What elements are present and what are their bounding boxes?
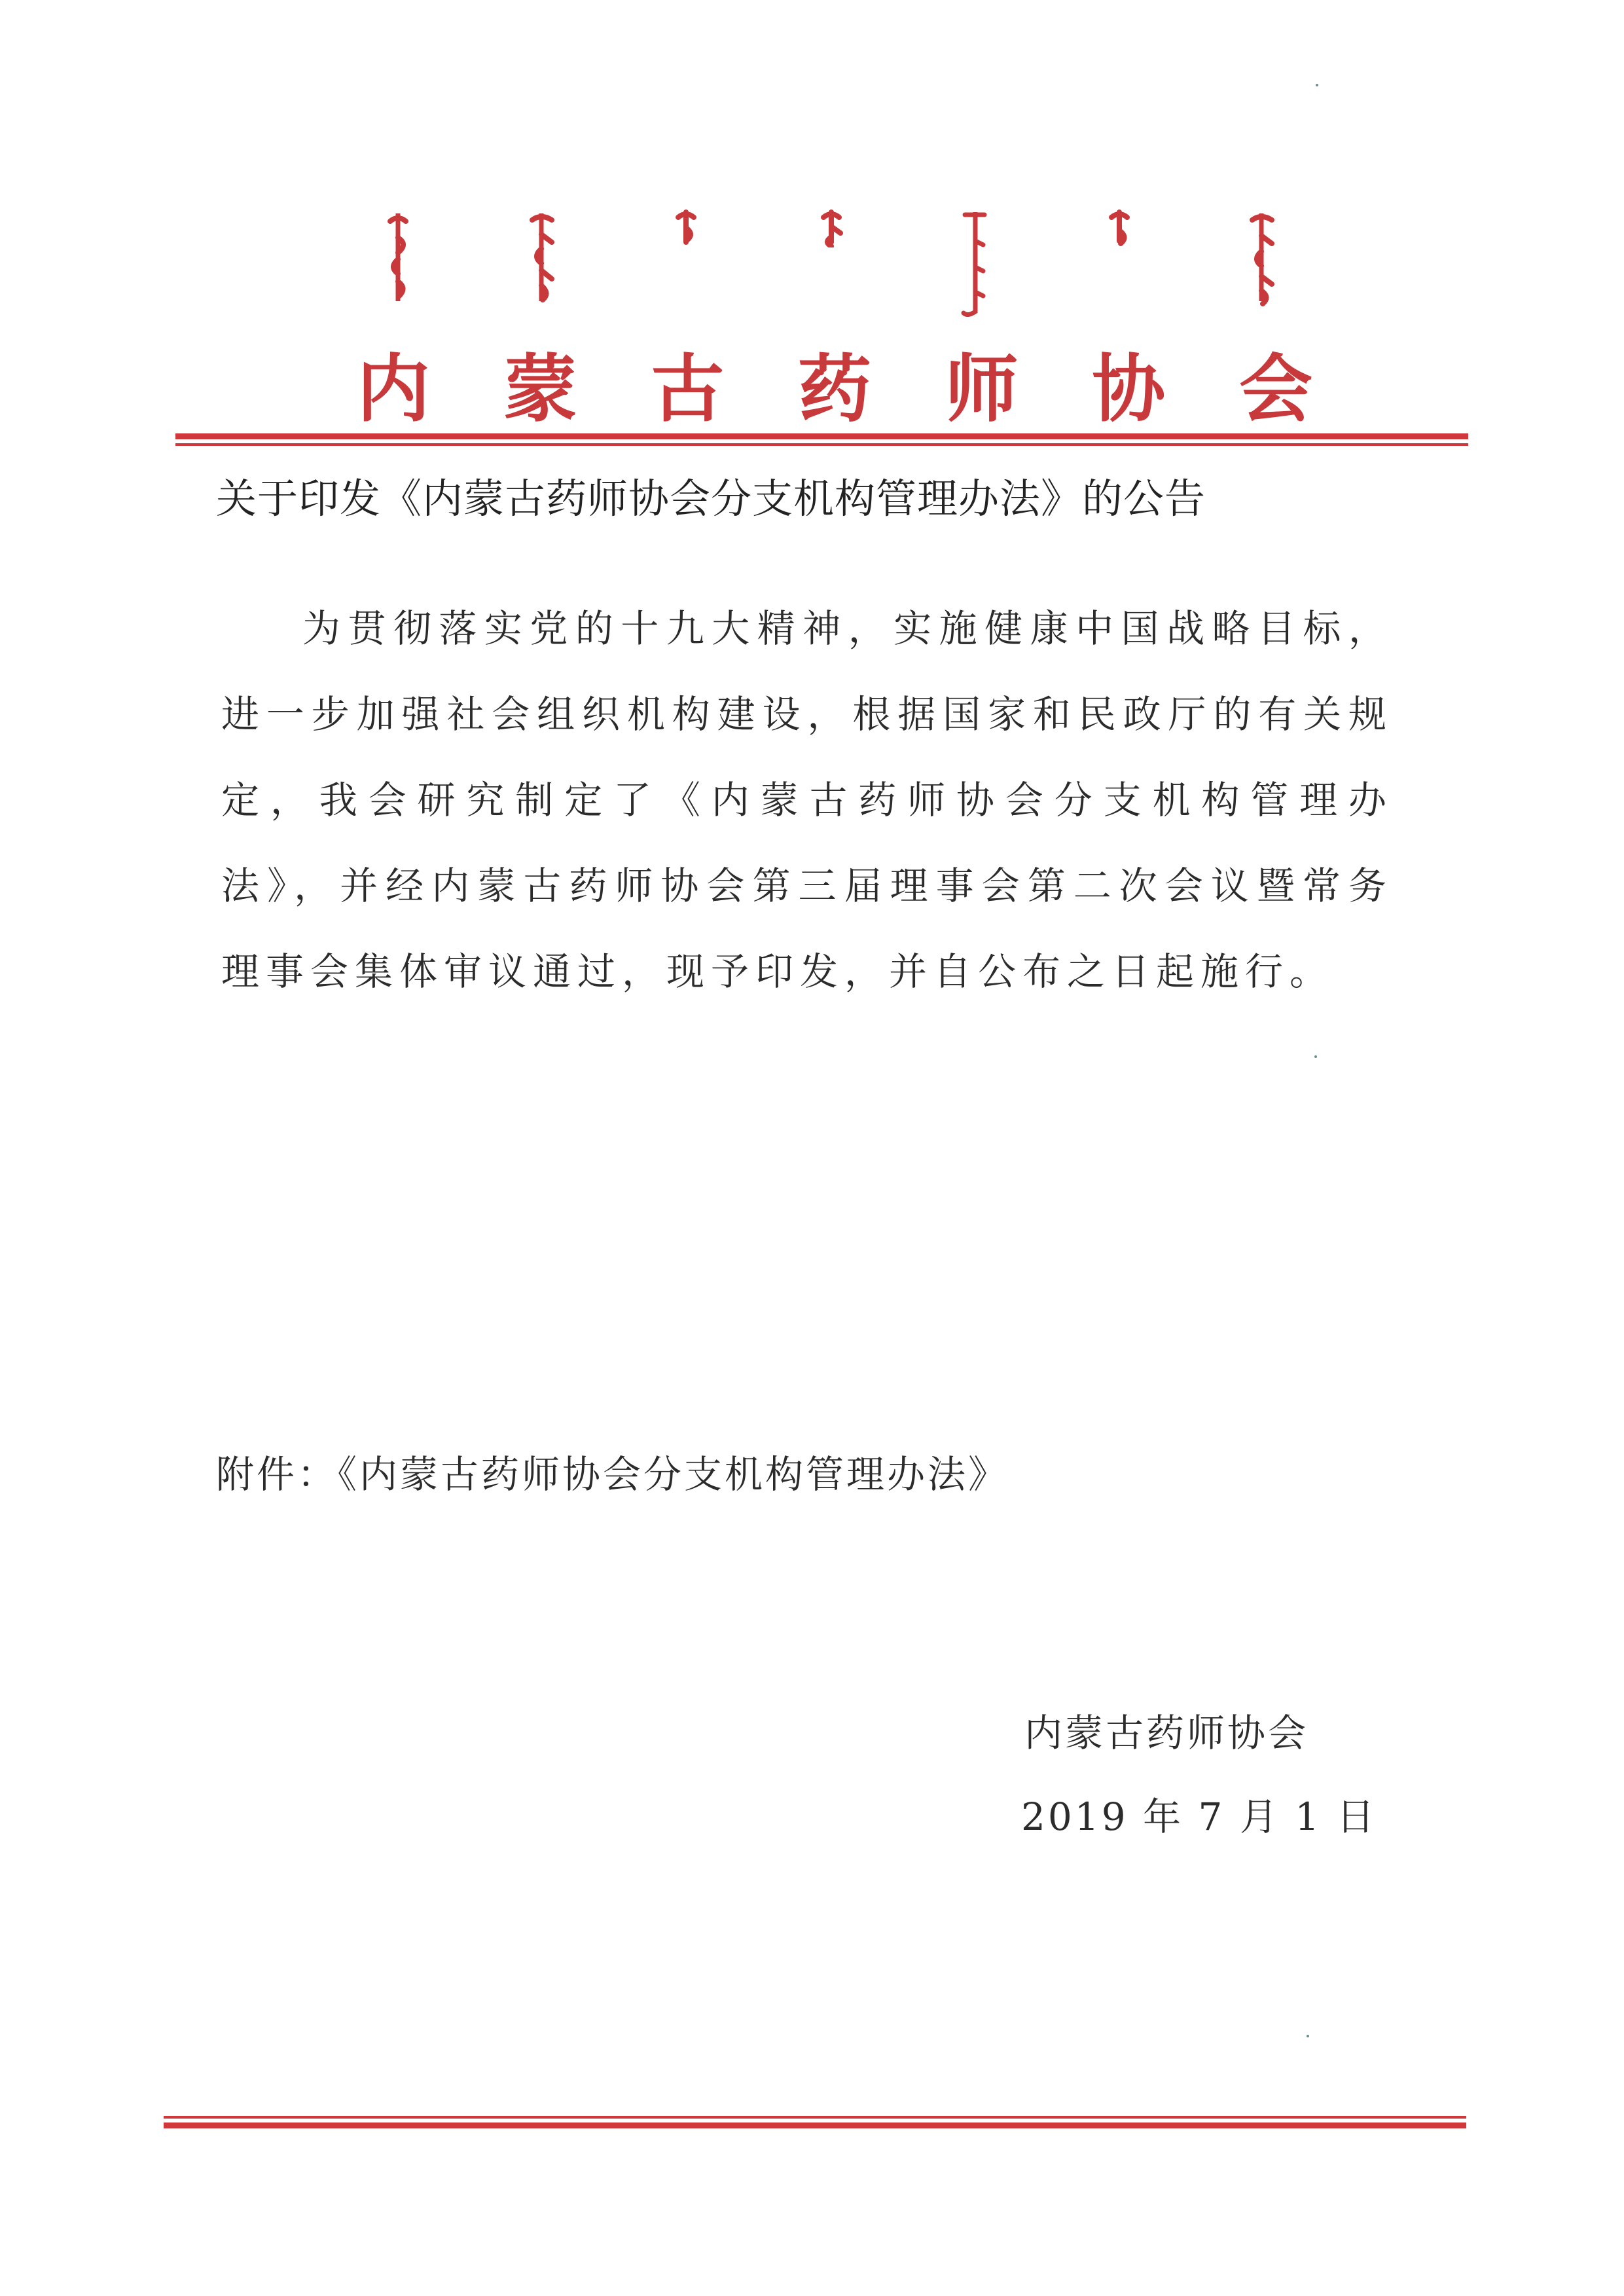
header-divider-thick [175, 433, 1468, 439]
scan-speck [1316, 84, 1318, 86]
mongolian-word-6 [1105, 208, 1134, 247]
org-title-char: 师 [945, 346, 1019, 432]
mongolian-word-7 [1247, 208, 1277, 306]
org-title-char: 内 [357, 346, 430, 432]
org-title-char: 药 [797, 346, 871, 432]
footer-divider-thin [164, 2116, 1466, 2119]
mongolian-word-2 [527, 208, 557, 306]
header-divider-thin [175, 443, 1468, 446]
signature-organization: 内蒙古药师协会 [1024, 1711, 1309, 1755]
org-title-char: 古 [651, 346, 725, 432]
mongolian-word-1 [385, 208, 411, 306]
signature-date: 2019 年 7 月 1 日 [1021, 1795, 1377, 1839]
scan-speck [1307, 2035, 1309, 2037]
notice-body: 为贯彻落实党的十九大精神，实施健康中国战略目标，进一步加强社会组织机构建设，根据国家和民政厅的有关规定，我会研究制定了《内蒙古药师协会分支机构管理办法》，并经内蒙古药师协会第三届理事会第二次会议暨常务理事会集体审议通过，现予印发，并自公布之日起施行。 [221, 606, 1393, 994]
mongolian-word-5 [961, 208, 990, 319]
mongolian-word-4 [818, 208, 844, 247]
org-title-char: 协 [1092, 346, 1166, 432]
mongolian-script-header [367, 208, 1303, 326]
scan-speck [1314, 1055, 1317, 1058]
org-title-char: 会 [1238, 346, 1312, 432]
org-title [357, 340, 1312, 432]
mongolian-word-3 [673, 208, 699, 247]
org-title-char: 蒙 [503, 346, 577, 432]
footer-divider-thick [164, 2123, 1466, 2128]
attachment-line: 附件：《内蒙古药师协会分支机构管理办法》 [216, 1452, 1009, 1497]
notice-title: 关于印发《内蒙古药师协会分支机构管理办法》的公告 [216, 475, 1206, 522]
